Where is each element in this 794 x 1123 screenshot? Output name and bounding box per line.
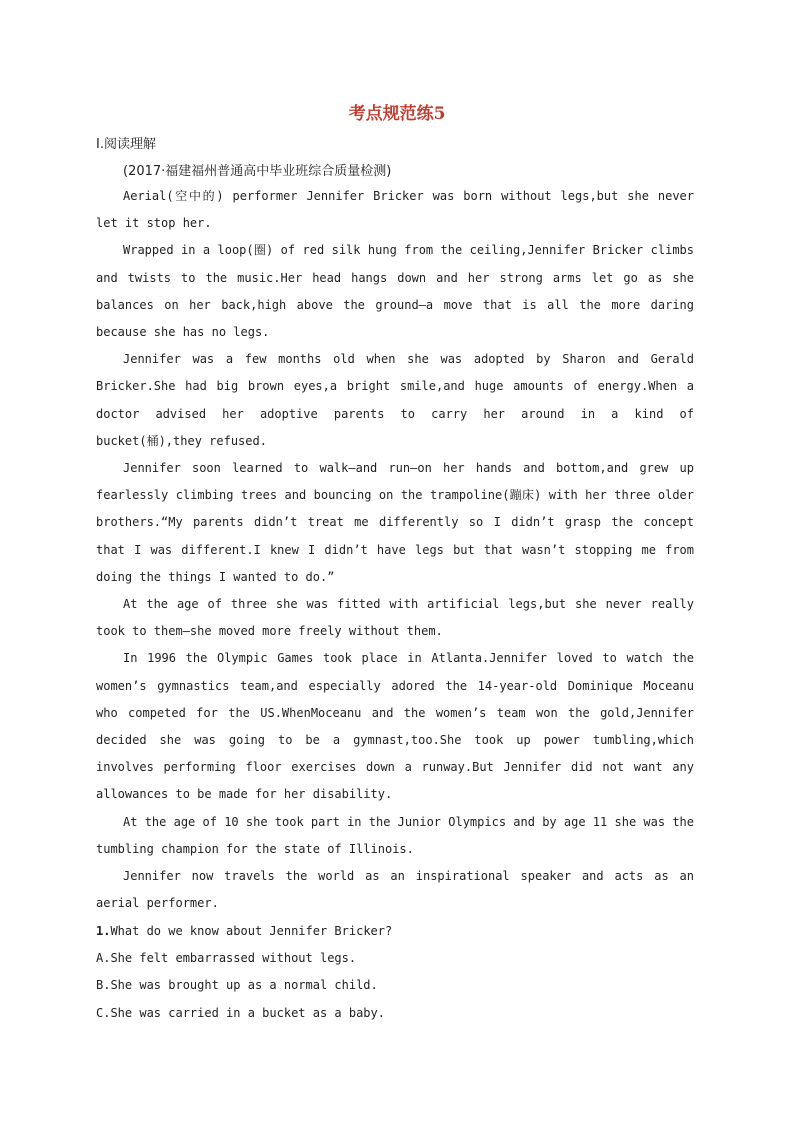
paragraph: At the age of three she was fitted with artificial legs,but she never really took to them—she moved more freely without them. xyxy=(96,597,694,639)
paragraph: Jennifer soon learned to walk—and run—on her hands and bottom,and grew up fearlessly climbing trees and bouncing on the trampoline(蹦床) with her three older brothers.“My parents didn’t treat me differently so I didn’t grasp the concept that I was different.I knew I didn’t have legs but that wasn’t stopping me from doing the things I wanted to do.” xyxy=(96,461,694,584)
paragraph: Jennifer now travels the world as an inspirational speaker and acts as an aerial performer. xyxy=(96,869,694,911)
paragraph: Aerial(空中的) performer Jennifer Bricker was born without legs,but she never let it stop her. xyxy=(96,189,694,231)
paragraph: Wrapped in a loop(圈) of red silk hung from the ceiling,Jennifer Bricker climbs and twists to the music.Her head hangs down and her strong arms let go as she balances on her back,high above the ground—a move that is all the more daring because she has no legs. xyxy=(96,243,694,340)
section-heading: Ⅰ.阅读理解 xyxy=(96,137,156,152)
option-a: A.She felt embarrassed without legs. xyxy=(96,951,357,966)
paragraph: In 1996 the Olympic Games took place in Atlanta.Jennifer loved to watch the women’s gymnastics team,and especially adored the 14-year-old Dominique Moceanu who competed for the US.WhenMoceanu and the women’s team won the gold,Jennifer decided she was going to be a gymnast,too.She took up power tumbling,which involves performing floor exercises down a runway.But Jennifer did not want any allowances to be made for her disability. xyxy=(96,651,694,802)
page-title: 考点规范练5 xyxy=(348,104,446,124)
question-stem xyxy=(96,918,696,945)
reading-passage xyxy=(96,183,694,917)
option-c: C.She was carried in a bucket as a baby. xyxy=(96,1005,385,1020)
question-1 xyxy=(96,918,696,1027)
question-number: 1. xyxy=(96,924,111,938)
question-text: What do we know about Jennifer Bricker? xyxy=(110,924,393,938)
option-b: B.She was brought up as a normal child. xyxy=(96,978,378,993)
passage-source: (2017·福建福州普通高中毕业班综合质量检测) xyxy=(123,164,392,179)
paragraph: At the age of 10 she took part in the Junior Olympics and by age 11 she was the tumbling champion for the state of Illinois. xyxy=(96,814,694,856)
paragraph: Jennifer was a few months old when she was adopted by Sharon and Gerald Bricker.She had big brown eyes,a bright smile,and huge amounts of energy.When a doctor advised her adoptive parents to carry her around in a kind of bucket(桶),they refused. xyxy=(96,352,694,448)
